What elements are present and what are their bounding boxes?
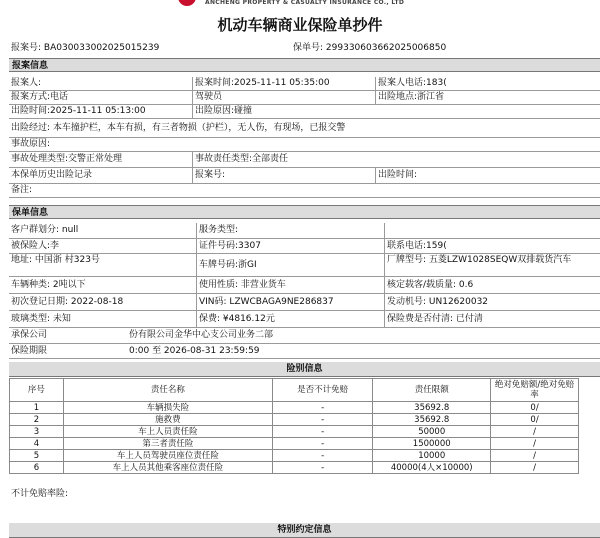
policy-row-5 [9,294,600,311]
table-row [10,438,579,450]
policy-row-7 [9,328,600,344]
accident-location: 出险地点:浙江省 [378,92,445,102]
driver: 驾驶员 [195,92,223,102]
document-title: 机动车辆商业保险单抄件 [217,16,383,34]
table-cell: 4 [10,438,64,450]
table-cell: 0/ [491,414,579,426]
table-cell: / [491,438,579,450]
table-cell: 车上人员其他乘客座位责任险 [63,462,272,474]
report-row-2 [9,91,600,105]
table-cell: 0/ [491,402,579,414]
table-cell: / [491,426,579,438]
plate-number: 车牌号码:浙GI [199,260,257,270]
report-section-heading: 报案信息 [9,58,600,72]
company-logo-text: ANCHENG PROPERTY & CASUALTY INSURANCE CO., LTD [205,0,405,6]
policy-number [293,40,446,53]
insured-name: 被保险人:李 [11,241,60,251]
policy-number-value: 299330603662025006850 [325,43,447,53]
approved-load: 核定载客/载质量: 0.6 [387,280,474,290]
policy-row-2 [9,239,600,254]
accident-cause: 出险原因:碰撞 [195,106,253,116]
policy-number-label: 保单号: [293,43,324,53]
premium-paid: 保险费是否付清: 已付清 [387,314,483,324]
customer-group: 客户群划分: null [11,225,79,235]
report-number-value: BA030033002025015239 [43,43,160,53]
accident-reason: 事故原因: [11,139,51,149]
table-cell: 1500000 [373,438,491,450]
insurer-label: 承保公司 [11,330,48,340]
policy-row-1 [9,223,600,239]
liability-type: 事故责任类型:全部责任 [195,154,289,164]
table-cell: 10000 [373,450,491,462]
table-cell: - [272,414,372,426]
id-number: 证件号码:3307 [199,241,261,251]
service-type: 服务类型: [199,225,239,235]
vin-code: VIN码: LZWCBAGA9NE286837 [199,297,334,307]
special-agreement-heading: 特别约定信息 [9,523,600,538]
coverage-header-row [10,379,579,402]
report-number-label: 报案号: [11,43,42,53]
table-row [10,450,579,462]
policy-row-3 [9,254,600,277]
table-cell: - [272,438,372,450]
col-limit: 责任限额 [373,379,491,402]
table-cell: 车上人员责任险 [63,426,272,438]
table-cell: 40000(4人×10000) [373,462,491,474]
coverage-table [9,378,579,474]
premium: 保费: ¥4816.12元 [199,314,275,324]
insurer-value: 份有限公司金华中心支公司业务二部 [129,330,274,340]
report-row-4 [9,119,600,138]
report-number [11,40,159,53]
table-row [10,426,579,438]
usage-nature: 使用性质: 非营业货车 [199,280,286,290]
report-row-6 [9,152,600,168]
table-cell: 3 [10,426,64,438]
glass-type: 玻璃类型: 未知 [11,314,71,324]
reporter: 报案人: [11,78,42,88]
period-label: 保险期限 [11,346,48,356]
remarks: 备注: [11,185,33,195]
vehicle-model: 厂牌型号: 五菱LZW1028SEQW双排载货汽车 [387,255,572,265]
table-row [10,462,579,474]
table-cell: 施救费 [63,414,272,426]
table-cell: 车辆损失险 [63,402,272,414]
report-time: 报案时间:2025-11-11 05:35:00 [195,78,330,88]
address: 地址: 中国浙 村323号 [11,255,100,265]
table-cell: / [491,450,579,462]
table-cell: - [272,462,372,474]
report-row-1 [9,77,600,91]
report-row-8 [9,184,600,198]
first-registration-date: 初次登记日期: 2022-08-18 [11,297,124,307]
reporter-phone: 报案人电话:183( [378,78,447,88]
policy-row-6 [9,311,600,328]
vehicle-type: 车辆种类: 2吨以下 [11,280,86,290]
table-cell: 35692.8 [373,402,491,414]
table-cell: 5 [10,450,64,462]
history-report-no: 报案号: [195,170,226,180]
report-row-5 [9,138,600,152]
accident-time: 出险时间:2025-11-11 05:13:00 [11,106,146,116]
table-cell: 第三者责任险 [63,438,272,450]
engine-number: 发动机号: UN12620032 [387,297,489,307]
table-cell: 2 [10,414,64,426]
report-method: 报案方式:电话 [11,92,69,102]
table-cell: 50000 [373,426,491,438]
history-claims: 本保单历史出险记录 [11,170,93,180]
company-logo-icon [178,0,196,6]
contact-phone: 联系电话:159( [387,241,447,251]
coverage-heading: 险别信息 [9,362,600,377]
table-cell: 35692.8 [373,414,491,426]
policy-row-4 [9,277,600,294]
policy-row-8 [9,344,600,359]
col-deductible-waiver: 是否不计免赔 [272,379,372,402]
table-row [10,402,579,414]
col-seq: 序号 [10,379,64,402]
col-name: 责任名称 [63,379,272,402]
table-cell: / [491,462,579,474]
table-cell: 车上人员驾驶员座位责任险 [63,450,272,462]
accident-description: 出险经过: 本车撞护栏，本车有损，有三者物损（护栏），无人伤，有现场，已报交警 [11,123,346,133]
deductible-note: 不计免赔率险: [11,489,69,499]
period-value: 0:00 至 2026-08-31 23:59:59 [129,346,260,356]
table-cell: - [272,402,372,414]
table-cell: - [272,426,372,438]
table-row [10,414,579,426]
col-absolute-deductible: 绝对免赔额/绝对免赔率 [491,379,579,402]
handling-type: 事故处理类型:交警正常处理 [11,154,123,164]
table-cell: 6 [10,462,64,474]
table-cell: - [272,450,372,462]
history-accident-time: 出险时间: [378,170,418,180]
report-row-3 [9,105,600,119]
report-row-7 [9,168,600,184]
policy-section-heading: 保单信息 [9,205,600,219]
table-cell: 1 [10,402,64,414]
